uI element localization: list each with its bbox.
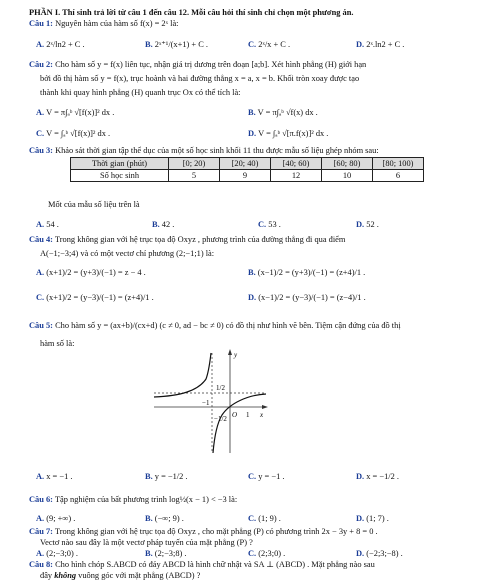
- question-1: [29, 19, 179, 29]
- question-number: Câu 5:: [29, 321, 53, 330]
- question-text: Nguyên hàm của hàm số f(x) = 2ˣ là:: [55, 19, 179, 28]
- x-axis-label: x: [260, 411, 264, 419]
- q7-option-b[interactable]: B. (2;−3;8) .: [145, 549, 187, 558]
- q6-option-a[interactable]: A. (9; +∞) .: [36, 514, 76, 523]
- question-5-line-1: Câu 5: Cho hàm số y = (ax+b)/(cx+d) (c ≠ 0, ad − bc ≠ 0) có đồ thị như hình vẽ bên. Tiệm cận đứng của đồ thị: [29, 321, 401, 330]
- table-cell: 10: [322, 170, 373, 182]
- q7-option-c[interactable]: C. (2;3;0) .: [248, 549, 286, 558]
- table-cell: Số học sinh: [71, 170, 169, 182]
- origin-label: O: [232, 411, 238, 419]
- question-2-line-3: thành khi quay hình phẳng (H) quanh trục Ox có thể tích là:: [40, 88, 241, 97]
- q6-option-c[interactable]: C. (1; 9) .: [248, 514, 281, 523]
- question-5-line-2: hàm số là:: [40, 339, 75, 348]
- question-7-line-2: Vectơ nào sau đây là một vectơ pháp tuyến của mặt phẳng (P) ?: [40, 538, 253, 547]
- q2-option-d[interactable]: D. V = ∫ₐᵇ √[π.f(x)]² dx .: [248, 129, 329, 138]
- q2-option-b[interactable]: B. V = π∫ₐᵇ √f(x) dx .: [248, 108, 318, 117]
- question-6: Câu 6: Tập nghiệm của bất phương trình log½(x − 1) < −3 là:: [29, 495, 238, 504]
- question-8-line-1: Câu 8: Cho hình chóp S.ABCD có đáy ABCD là hình chữ nhật và SA ⊥ (ABCD) . Mặt phẳng nào sau: [29, 560, 375, 569]
- q5-option-d[interactable]: D. x = −1/2 .: [356, 472, 399, 481]
- question-number: Câu 3:: [29, 146, 53, 155]
- question-number: Câu 2:: [29, 60, 53, 69]
- q3-option-d[interactable]: D. 52 .: [356, 220, 379, 229]
- tick-label-neg-one: −1: [202, 399, 210, 407]
- q3-option-a[interactable]: A. 54 .: [36, 220, 59, 229]
- q6-option-b[interactable]: B. (−∞; 9) .: [145, 514, 184, 523]
- q2-option-c[interactable]: C. V = ∫ₐᵇ √[f(x)]² dx .: [36, 129, 111, 138]
- tick-label-half: 1/2: [216, 384, 225, 392]
- table-cell: 5: [169, 170, 220, 182]
- question-2-line-1: Câu 2: Cho hàm số y = f(x) liên tục, nhận giá trị dương trên đoạn [a;b]. Xét hình phẳng (H) giới hạn: [29, 60, 367, 69]
- q1-option-d[interactable]: D. 2ˣ.ln2 + C .: [356, 40, 405, 49]
- q1-option-c[interactable]: C. 2ˣ/x + C .: [248, 40, 291, 49]
- q1-option-a[interactable]: A. 2ˣ/ln2 + C .: [36, 40, 85, 49]
- question-3: Câu 3: Khảo sát thời gian tập thể dục của một số học sinh khối 11 thu được mẫu số liệu ghép nhóm sau:: [29, 146, 379, 155]
- q3-option-c[interactable]: C. 53 .: [258, 220, 281, 229]
- tick-label-neg-half: −1/2: [214, 415, 227, 423]
- q4-option-d[interactable]: D. (x−1)/2 = (y−3)/(−1) = (z−4)/1 .: [248, 293, 366, 302]
- q4-option-c[interactable]: C. (x+1)/2 = (y−3)/(−1) = (z+4)/1 .: [36, 293, 154, 302]
- table-row: [71, 170, 424, 182]
- q4-option-b[interactable]: B. (x−1)/2 = (y+3)/(−1) = (z+4)/1 .: [248, 268, 366, 277]
- q2-option-a[interactable]: A. V = π∫ₐᵇ √[f(x)]² dx .: [36, 108, 115, 117]
- y-axis-arrow-icon: [228, 349, 232, 355]
- question-4-line-2: A(−1;−3;4) và có một vectơ chỉ phương (2;−1;1) là:: [40, 249, 215, 258]
- frequency-table: [70, 157, 424, 182]
- table-cell: [80; 100): [373, 158, 424, 170]
- question-number: Câu 6:: [29, 495, 53, 504]
- table-cell: 12: [271, 170, 322, 182]
- table-cell: [0; 20): [169, 158, 220, 170]
- q3-option-b[interactable]: B. 42 .: [152, 220, 175, 229]
- question-4-line-1: Câu 4: Trong không gian với hệ trục tọa độ Oxyz , phương trình của đường thẳng đi qua điểm: [29, 235, 346, 244]
- question-7-line-1: Câu 7: Trong không gian với hệ trục tọa độ Oxyz , cho mặt phẳng (P) có phương trình 2x − 3y + 8 = 0 .: [29, 527, 378, 536]
- question-3-prompt: Mốt của mẫu số liệu trên là: [48, 200, 140, 209]
- tick-label-one: 1: [246, 411, 250, 419]
- table-cell: 6: [373, 170, 424, 182]
- q5-option-c[interactable]: C. y = −1 .: [248, 472, 285, 481]
- table-cell: [40; 60): [271, 158, 322, 170]
- q7-option-a[interactable]: A. (2;−3;0) .: [36, 549, 78, 558]
- y-axis-label: y: [234, 351, 238, 359]
- q1-option-b[interactable]: B. 2ˣ⁺¹/(x+1) + C .: [145, 40, 209, 49]
- q6-option-d[interactable]: D. (1; 7) .: [356, 514, 389, 523]
- q5-option-b[interactable]: B. y = −1/2 .: [145, 472, 188, 481]
- section-header: PHẦN I. Thí sinh trả lời từ câu 1 đến câu 12. Mỗi câu hỏi thí sinh chỉ chọn một phương án.: [29, 8, 354, 17]
- question-number: Câu 1:: [29, 19, 53, 28]
- table-cell: 9: [220, 170, 271, 182]
- table-row: [71, 158, 424, 170]
- question-number: Câu 8:: [29, 560, 53, 569]
- question-8-line-2: đây không vuông góc với mặt phẳng (ABCD) ?: [40, 571, 201, 580]
- q5-option-a[interactable]: A. x = −1 .: [36, 472, 73, 481]
- function-graph: [150, 345, 270, 457]
- question-number: Câu 7:: [29, 527, 53, 536]
- table-cell: [60; 80): [322, 158, 373, 170]
- question-number: Câu 4:: [29, 235, 53, 244]
- q7-option-d[interactable]: D. (−2;3;−8) .: [356, 549, 403, 558]
- x-axis-arrow-icon: [262, 405, 268, 409]
- q4-option-a[interactable]: A. (x+1)/2 = (y+3)/(−1) = z − 4 .: [36, 268, 146, 277]
- curve-left-branch: [154, 353, 211, 397]
- table-cell: [20; 40): [220, 158, 271, 170]
- table-cell: Thời gian (phút): [71, 158, 169, 170]
- curve-right-branch: [213, 394, 266, 453]
- question-2-line-2: bởi đồ thị hàm số y = f(x), trục hoành và hai đường thẳng x = a, x = b. Khối tròn xoay được tạo: [40, 74, 360, 83]
